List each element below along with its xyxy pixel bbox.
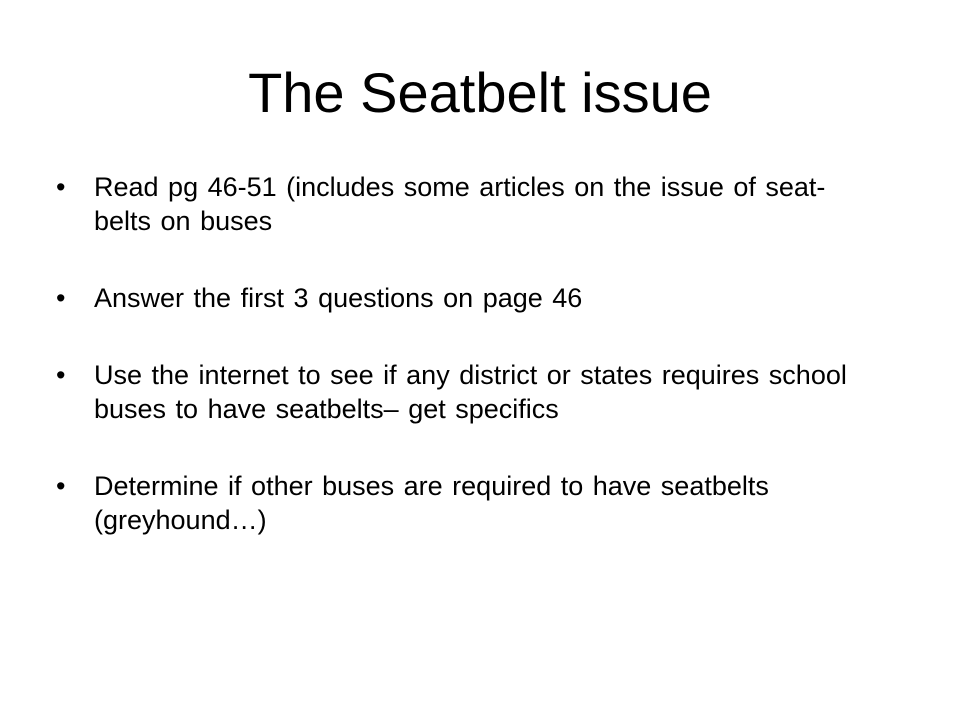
bullet-item	[56, 281, 856, 315]
bullet-dot-icon: •	[56, 172, 66, 202]
bullet-item	[56, 170, 856, 238]
bullet-text: Use the internet to see if any district or states requires school buses to have seatbelts– get specifics	[94, 360, 847, 424]
slide-title: The Seatbelt issue	[248, 61, 712, 124]
bullet-item	[56, 358, 856, 426]
bullet-dot-icon: •	[56, 283, 66, 313]
bullet-dot-icon: •	[56, 360, 66, 390]
bullet-item	[56, 469, 856, 537]
bullet-dot-icon: •	[56, 471, 66, 501]
bullet-text: Answer the first 3 questions on page 46	[94, 283, 583, 313]
bullet-text: Determine if other buses are required to have seatbelts (greyhound…)	[94, 471, 769, 535]
bullet-text: Read pg 46-51 (includes some articles on the issue of seat-belts on buses	[94, 172, 826, 236]
bullet-list	[56, 170, 856, 537]
